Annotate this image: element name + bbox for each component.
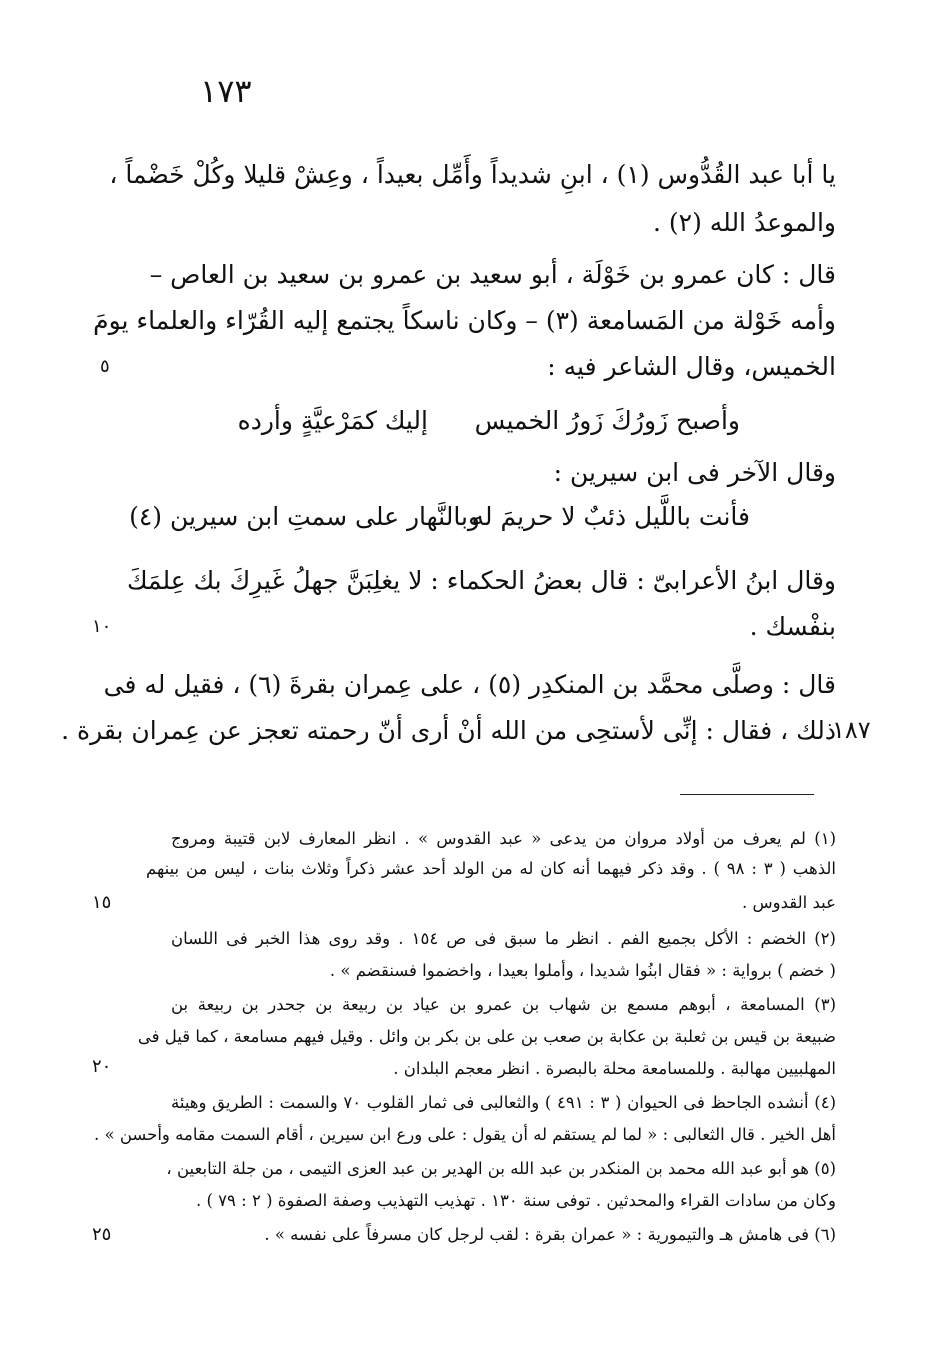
footnote-line: (١) لم يعرف من أولاد مروان من يدعى « عبد القدوس » . انظر المعارف لابن قتيبة ومروج bbox=[171, 829, 836, 848]
margin-line-number: ٢٠ bbox=[92, 1056, 112, 1077]
margin-page-ref: ١٨٧ bbox=[832, 716, 871, 744]
margin-line-number: ٥ bbox=[100, 356, 110, 377]
main-text-line: وقال ابنُ الأعرابىّ : قال بعضُ الحكماء : لا يغلِبَنَّ جهلُ غَيرِكَ بك عِلمَكَ bbox=[126, 566, 836, 595]
footnote-line: المهلبيين مهالبة . وللمسامعة محلة بالبصرة . انظر معجم البلدان . bbox=[393, 1059, 836, 1078]
margin-line-number: ١٥ bbox=[92, 892, 112, 913]
footnote-line: ( خضم ) برواية : « فقال ابنُوا شديدا ، وأملوا بعيدا ، واخضموا فسنقضم » . bbox=[329, 961, 836, 980]
footnote-line: أهل الخير . قال الثعالبى : « لما لم يستقم له أن يقول : على ورع ابن سيرين ، أقام السمت مقامه وأحسن » . bbox=[94, 1125, 836, 1144]
main-text-line: الخميس، وقال الشاعر فيه : bbox=[547, 352, 836, 381]
main-text-line: بنفْسك . bbox=[749, 612, 836, 641]
footnote-line: ضبيعة بن قيس بن ثعلبة بن عكابة بن صعب بن على بن بكر بن وائل . وقيل فيهم مسامعة ، كما قيل فى bbox=[137, 1027, 836, 1046]
main-text-line: ذلك ، فقال : إنِّى لأستحِى من الله أنْ أرى أنّ رحمته تعجز عن عِمران بقرة . bbox=[61, 716, 836, 745]
main-text-line: وأمه خَوْلة من المَسامعة (٣) – وكان ناسكاً يجتمع إليه القُرّاء والعلماء يومَ bbox=[93, 306, 836, 335]
poem-hemistich: وبالنَّهار على سمتِ ابن سيرين (٤) bbox=[129, 502, 480, 531]
footnote-line: وكان من سادات القراء والمحدثين . توفى سنة ١٣٠ . تهذيب التهذيب وصفة الصفوة ( ٢ : ٧٩ ) . bbox=[195, 1191, 836, 1210]
main-text-line: قال : وصلَّى محمَّد بن المنكدِر (٥) ، على عِمران بقرةَ (٦) ، فقيل له فى bbox=[103, 670, 836, 699]
main-text-line: يا أبا عبد القُدُّوس (١) ، ابنِ شديداً وأَمِّل بعيداً ، وعِشْ قليلا وكُلْ خَضْماً ، bbox=[109, 160, 836, 189]
footnote-line: (٣) المسامعة ، أبوهم مسمع بن شهاب بن عمرو بن عياد بن ربيعة بن جحدر بن ربيعة بن bbox=[171, 995, 836, 1014]
main-text-line: والموعدُ الله (٢) . bbox=[652, 208, 836, 237]
footnote-separator bbox=[680, 794, 814, 795]
main-text-line: قال : كان عمرو بن خَوْلَة ، أبو سعيد بن عمرو بن سعيد بن العاص – bbox=[149, 260, 836, 289]
poem-hemistich: فأنت باللَّيل ذئبٌ لا حريمَ له bbox=[471, 502, 750, 531]
footnote-line: (٦) فى هامش هـ والتيمورية : « عمران بقرة : لقب لرجل كان مسرفاً على نفسه » . bbox=[264, 1225, 836, 1244]
margin-line-number: ٢٥ bbox=[92, 1224, 112, 1245]
footnote-line: (٥) هو أبو عبد الله محمد بن المنكدر بن عبد الله بن الهدير بن عبد العزى التيمى ، من جلة التابعين ، bbox=[166, 1159, 836, 1178]
page-number: ١٧٣ bbox=[200, 72, 252, 110]
main-text-line: وقال الآخر فى ابن سيرين : bbox=[553, 458, 836, 487]
footnote-line: عبد القدوس . bbox=[742, 893, 836, 912]
poem-hemistich: إليك كمَرْعيَّةٍ وأرده bbox=[237, 406, 428, 435]
footnote-line: (٤) أنشده الجاحظ فى الحيوان ( ٣ : ٤٩١ ) والثعالبى فى ثمار القلوب ٧٠ والسمت : الطريق وهيئة bbox=[171, 1093, 836, 1112]
poem-hemistich: وأصبح زَورُكَ زَورُ الخميس bbox=[474, 406, 740, 435]
footnote-line: الذهب ( ٣ : ٩٨ ) . وقد ذكر فيهما أنه كان له من الولد أحد عشر ذكراً وثلاث بنات ، ليس من بينهم bbox=[146, 859, 836, 878]
footnote-line: (٢) الخضم : الأكل بجميع الفم . انظر ما سبق فى ص ١٥٤ . وقد روى هذا الخبر فى اللسان bbox=[171, 929, 836, 948]
margin-line-number: ١٠ bbox=[92, 616, 112, 637]
